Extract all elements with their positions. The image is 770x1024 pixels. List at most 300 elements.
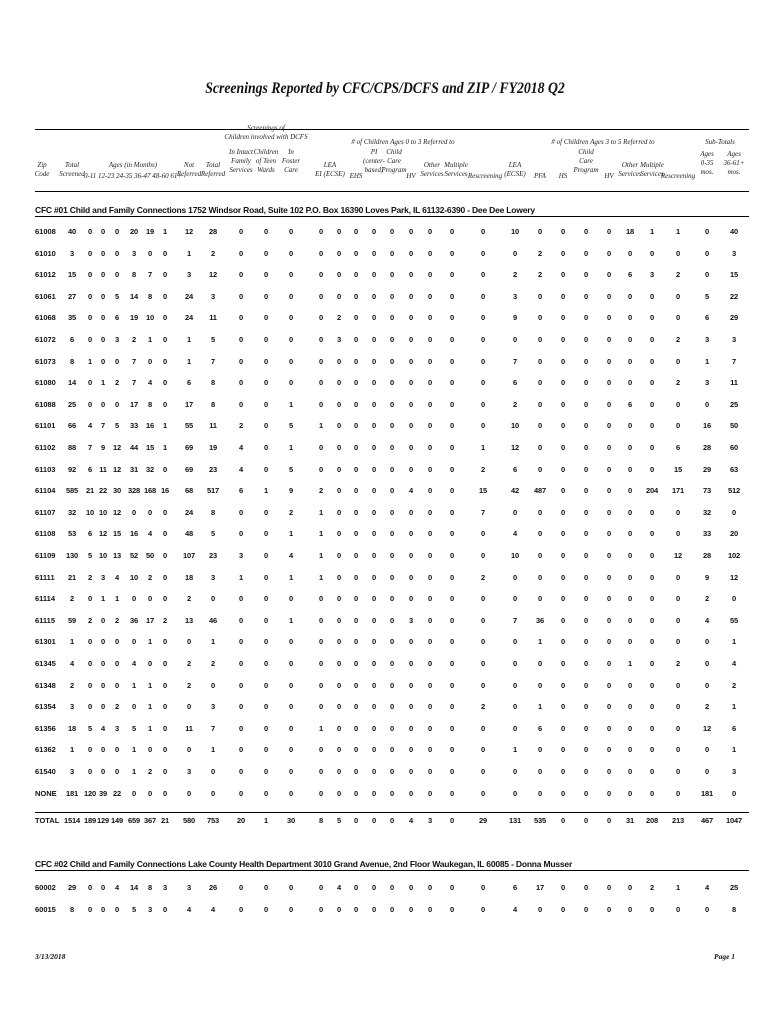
value-cell: 4	[337, 883, 341, 892]
value-cell: 181	[66, 788, 78, 798]
value-cell: 18	[68, 723, 76, 733]
value-cell: 0	[628, 551, 632, 560]
zip-cell: 61111	[35, 572, 55, 582]
value-cell: 0	[289, 680, 293, 690]
value-cell: 0	[372, 788, 376, 798]
value-cell: 6	[70, 335, 74, 344]
value-cell: 0	[390, 421, 394, 431]
value-cell: 0	[337, 680, 341, 690]
value-cell: 6	[513, 378, 517, 388]
value-cell: 1	[319, 723, 323, 733]
value-cell: 0	[319, 248, 323, 258]
value-cell: 0	[88, 637, 92, 647]
value-cell: 0	[163, 659, 167, 668]
value-cell: 129	[97, 816, 109, 826]
value-cell: 3	[115, 335, 119, 344]
value-cell: 0	[319, 464, 323, 474]
value-cell: 0	[607, 594, 611, 604]
value-cell: 2	[676, 335, 680, 344]
zip-cell: 61356	[35, 723, 56, 733]
value-cell: 535	[534, 816, 546, 826]
value-cell: 3	[163, 883, 167, 892]
value-cell: 2	[289, 507, 293, 517]
child-care-0-3-header-line: Care	[387, 157, 401, 165]
value-cell: 0	[239, 227, 243, 236]
value-cell: 0	[409, 551, 413, 560]
value-cell: 0	[372, 443, 376, 452]
value-cell: 0	[676, 788, 680, 798]
value-cell: 12	[703, 723, 711, 733]
value-cell: 0	[337, 723, 341, 733]
value-cell: 0	[428, 745, 432, 755]
value-cell: 0	[337, 421, 341, 431]
lea-ecse-header-line: LEA	[508, 161, 522, 169]
multiple-services-3-5-header-line: Multiple	[640, 161, 664, 169]
value-cell: 0	[561, 904, 565, 914]
footer-date: 3/13/2018	[35, 952, 66, 961]
value-cell: 0	[88, 702, 92, 712]
value-cell: 1	[289, 443, 293, 452]
zip-cell: 61362	[35, 745, 56, 755]
value-cell: 0	[561, 637, 565, 647]
value-cell: 1	[732, 637, 736, 647]
ages-36-61-header	[723, 150, 744, 177]
value-cell: 0	[676, 248, 680, 258]
value-cell: 5	[289, 464, 293, 474]
value-cell: 3	[428, 816, 432, 826]
multiple-services-3-5-header-line: Services	[640, 170, 664, 178]
table-row	[0, 465, 770, 479]
hv-3-5-header	[604, 172, 613, 181]
value-cell: 0	[561, 291, 565, 301]
multiple-services-0-3-header	[444, 161, 468, 179]
value-cell: 11	[99, 464, 107, 474]
value-cell: 0	[538, 788, 542, 798]
intact-family-header	[229, 148, 253, 175]
value-cell: 189	[84, 816, 96, 826]
value-cell: 0	[354, 313, 358, 323]
value-cell: 1	[319, 421, 323, 431]
value-cell: 4	[115, 572, 119, 582]
value-cell: 0	[264, 723, 268, 733]
value-cell: 0	[390, 637, 394, 647]
value-cell: 2	[481, 464, 485, 474]
zip-cell: 61115	[35, 615, 56, 625]
value-cell: 0	[607, 486, 611, 496]
value-cell: 0	[88, 659, 92, 668]
value-cell: 6	[115, 313, 119, 323]
value-cell: 3	[650, 270, 654, 280]
value-cell: 0	[481, 313, 485, 323]
value-cell: 4	[148, 378, 152, 388]
value-cell: 0	[650, 615, 654, 625]
value-cell: 0	[607, 335, 611, 344]
value-cell: 0	[650, 399, 654, 409]
value-cell: 0	[372, 270, 376, 280]
value-cell: 0	[513, 572, 517, 582]
value-cell: 0	[538, 745, 542, 755]
value-cell: 0	[101, 248, 105, 258]
value-cell: 2	[513, 399, 517, 409]
value-cell: 0	[584, 883, 588, 892]
intact-family-header-line: Services	[229, 166, 253, 174]
zip-cell: 61109	[35, 551, 56, 560]
value-cell: 0	[561, 551, 565, 560]
value-cell: 0	[628, 745, 632, 755]
value-cell: 1	[211, 745, 215, 755]
value-cell: 46	[209, 615, 217, 625]
value-cell: 0	[264, 788, 268, 798]
table-row	[0, 745, 770, 759]
value-cell: 0	[584, 745, 588, 755]
value-cell: 0	[676, 680, 680, 690]
value-cell: 19	[130, 313, 138, 323]
value-cell: 0	[372, 723, 376, 733]
value-cell: 13	[113, 551, 121, 560]
value-cell: 92	[68, 464, 76, 474]
child-care-0-3-header-line: Child	[386, 148, 402, 156]
value-cell: 0	[628, 464, 632, 474]
total-row	[0, 816, 770, 830]
value-cell: 0	[650, 702, 654, 712]
hv-3-5-header-line: HV	[604, 172, 614, 180]
value-cell: 2	[676, 378, 680, 388]
value-cell: 0	[148, 788, 152, 798]
rescreening-0-3-header	[468, 172, 502, 181]
value-cell: 0	[650, 421, 654, 431]
foster-care-header-line: Care	[284, 166, 298, 174]
value-cell: 0	[584, 723, 588, 733]
value-cell: 0	[584, 227, 588, 236]
value-cell: 2	[88, 615, 92, 625]
value-cell: 5	[132, 723, 136, 733]
value-cell: 0	[372, 883, 376, 892]
value-cell: 0	[319, 615, 323, 625]
value-cell: 585	[66, 486, 78, 496]
value-cell: 0	[428, 313, 432, 323]
value-cell: 40	[68, 227, 76, 236]
value-cell: 0	[163, 270, 167, 280]
value-cell: 0	[561, 723, 565, 733]
value-cell: 16	[130, 529, 138, 539]
value-cell: 4	[101, 723, 105, 733]
value-cell: 0	[163, 767, 167, 776]
value-cell: 0	[211, 680, 215, 690]
value-cell: 0	[409, 291, 413, 301]
value-cell: 0	[163, 313, 167, 323]
value-cell: 0	[584, 904, 588, 914]
value-cell: 0	[450, 723, 454, 733]
value-cell: 0	[390, 335, 394, 344]
value-cell: 0	[481, 659, 485, 668]
value-cell: 0	[239, 745, 243, 755]
value-cell: 0	[239, 788, 243, 798]
value-cell: 0	[561, 270, 565, 280]
value-cell: 0	[676, 745, 680, 755]
value-cell: 5	[115, 421, 119, 431]
value-cell: 0	[628, 637, 632, 647]
value-cell: 0	[428, 529, 432, 539]
value-cell: 0	[390, 313, 394, 323]
value-cell: 6	[88, 529, 92, 539]
table-row	[0, 313, 770, 327]
hs-header-line: HS	[558, 172, 568, 180]
value-cell: 0	[354, 378, 358, 388]
value-cell: 0	[372, 227, 376, 236]
value-cell: 73	[703, 486, 711, 496]
value-cell: 0	[163, 637, 167, 647]
zip-cell: 61104	[35, 486, 56, 496]
value-cell: 0	[101, 659, 105, 668]
value-cell: 0	[187, 637, 191, 647]
value-cell: 18	[185, 572, 193, 582]
value-cell: 0	[163, 702, 167, 712]
value-cell: 0	[450, 529, 454, 539]
value-cell: 0	[337, 904, 341, 914]
value-cell: 8	[132, 270, 136, 280]
value-cell: 0	[148, 594, 152, 604]
zip-cell: 61072	[35, 335, 56, 344]
value-cell: 0	[115, 227, 119, 236]
value-cell: 0	[289, 702, 293, 712]
value-cell: 0	[538, 594, 542, 604]
value-cell: 11	[209, 421, 217, 431]
value-cell: 20	[237, 816, 245, 826]
value-cell: 8	[211, 507, 215, 517]
value-cell: 0	[650, 745, 654, 755]
value-cell: 0	[289, 637, 293, 647]
value-cell: 0	[88, 904, 92, 914]
value-cell: 0	[390, 883, 394, 892]
value-cell: 0	[584, 291, 588, 301]
value-cell: 0	[239, 883, 243, 892]
value-cell: 32	[703, 507, 711, 517]
value-cell: 0	[239, 702, 243, 712]
value-cell: 487	[534, 486, 546, 496]
value-cell: 6	[187, 378, 191, 388]
value-cell: 0	[538, 464, 542, 474]
value-cell: 0	[650, 335, 654, 344]
value-cell: 181	[701, 788, 713, 798]
zip-cell: 61301	[35, 637, 56, 647]
value-cell: 0	[428, 615, 432, 625]
value-cell: 0	[264, 615, 268, 625]
value-cell: 512	[728, 486, 740, 496]
value-cell: 0	[481, 551, 485, 560]
value-cell: 0	[607, 680, 611, 690]
value-cell: 0	[390, 227, 394, 236]
involved-dcfs-header	[224, 124, 307, 142]
value-cell: 1	[148, 680, 152, 690]
table-row	[0, 529, 770, 543]
value-cell: 0	[450, 637, 454, 647]
value-cell: 0	[607, 615, 611, 625]
value-cell: 0	[513, 788, 517, 798]
value-cell: 0	[628, 248, 632, 258]
value-cell: 6	[538, 723, 542, 733]
value-cell: 0	[239, 659, 243, 668]
value-cell: 10	[511, 551, 519, 560]
value-cell: 0	[513, 594, 517, 604]
total-screened-header	[59, 161, 84, 179]
value-cell: 0	[239, 399, 243, 409]
value-cell: 0	[676, 767, 680, 776]
value-cell: 0	[650, 291, 654, 301]
value-cell: 22	[113, 788, 121, 798]
value-cell: 7	[513, 615, 517, 625]
other-services-3-5-header-line: Services	[618, 170, 642, 178]
value-cell: 0	[607, 356, 611, 366]
value-cell: 0	[289, 745, 293, 755]
value-cell: 0	[428, 270, 432, 280]
value-cell: 0	[372, 702, 376, 712]
value-cell: 4	[115, 883, 119, 892]
value-cell: 0	[428, 883, 432, 892]
value-cell: 0	[481, 883, 485, 892]
value-cell: 0	[450, 378, 454, 388]
value-cell: 15	[146, 443, 154, 452]
value-cell: 0	[239, 529, 243, 539]
value-cell: 0	[607, 745, 611, 755]
value-cell: 69	[185, 464, 193, 474]
table-row	[0, 249, 770, 263]
value-cell: 0	[732, 507, 736, 517]
value-cell: 0	[289, 904, 293, 914]
value-cell: 31	[626, 816, 634, 826]
value-cell: 0	[584, 594, 588, 604]
pi-header-line: based)	[364, 166, 384, 174]
value-cell: 12	[511, 443, 519, 452]
value-cell: 4	[705, 883, 709, 892]
ages-3-5-group-header-line: # of Children Ages 3 to 5 Referred to	[551, 138, 655, 146]
value-cell: 2	[538, 248, 542, 258]
pi-header-line: (center-	[362, 157, 386, 165]
table-row	[0, 681, 770, 695]
value-cell: 0	[628, 378, 632, 388]
value-cell: 0	[561, 702, 565, 712]
value-cell: 9	[101, 443, 105, 452]
value-cell: 0	[390, 507, 394, 517]
value-cell: 15	[730, 270, 738, 280]
value-cell: 1	[148, 637, 152, 647]
value-cell: 0	[264, 883, 268, 892]
value-cell: 0	[584, 399, 588, 409]
value-cell: 29	[479, 816, 487, 826]
table-row	[0, 508, 770, 522]
value-cell: 0	[372, 486, 376, 496]
value-cell: 0	[428, 356, 432, 366]
value-cell: 1	[239, 572, 243, 582]
value-cell: 7	[132, 378, 136, 388]
value-cell: 23	[209, 551, 217, 560]
value-cell: 5	[115, 291, 119, 301]
value-cell: 11	[185, 723, 193, 733]
value-cell: 0	[428, 637, 432, 647]
value-cell: 0	[676, 356, 680, 366]
value-cell: 1	[101, 378, 105, 388]
lea-ei-header	[315, 161, 345, 179]
value-cell: 4	[239, 464, 243, 474]
value-cell: 0	[450, 291, 454, 301]
value-cell: 2	[88, 572, 92, 582]
value-cell: 0	[607, 248, 611, 258]
value-cell: 0	[264, 551, 268, 560]
value-cell: 0	[607, 767, 611, 776]
value-cell: 4	[409, 816, 413, 826]
value-cell: 0	[372, 904, 376, 914]
value-cell: 0	[561, 507, 565, 517]
children-wards-header-line: Children	[253, 148, 279, 156]
age-bands-header	[84, 172, 182, 181]
value-cell: 1	[732, 745, 736, 755]
value-cell: 0	[676, 572, 680, 582]
value-cell: 0	[264, 702, 268, 712]
value-cell: 0	[628, 313, 632, 323]
value-cell: 9	[513, 313, 517, 323]
value-cell: 0	[264, 399, 268, 409]
value-cell: 10	[511, 421, 519, 431]
value-cell: 18	[626, 227, 634, 236]
value-cell: 171	[672, 486, 684, 496]
value-cell: 0	[409, 659, 413, 668]
value-cell: 0	[450, 248, 454, 258]
value-cell: 0	[584, 637, 588, 647]
value-cell: 0	[705, 767, 709, 776]
value-cell: 0	[428, 767, 432, 776]
involved-dcfs-header-line: Screenings of	[247, 124, 285, 132]
value-cell: 0	[607, 659, 611, 668]
value-cell: 0	[628, 767, 632, 776]
value-cell: 0	[264, 227, 268, 236]
value-cell: 0	[132, 788, 136, 798]
table-row	[0, 335, 770, 349]
value-cell: 50	[146, 551, 154, 560]
value-cell: 4	[187, 904, 191, 914]
value-cell: 0	[607, 291, 611, 301]
value-cell: 0	[705, 227, 709, 236]
value-cell: 22	[99, 486, 107, 496]
value-cell: 44	[130, 443, 138, 452]
value-cell: 0	[264, 680, 268, 690]
value-cell: 0	[607, 816, 611, 826]
value-cell: 6	[676, 443, 680, 452]
value-cell: 0	[390, 291, 394, 301]
value-cell: 0	[289, 270, 293, 280]
zip-cell: NONE	[35, 788, 57, 798]
value-cell: 0	[390, 486, 394, 496]
value-cell: 0	[372, 507, 376, 517]
ages-36-61-header-line: 36-61+	[723, 159, 745, 167]
value-cell: 0	[354, 551, 358, 560]
value-cell: 0	[88, 291, 92, 301]
value-cell: 0	[428, 659, 432, 668]
value-cell: 0	[481, 248, 485, 258]
value-cell: 21	[161, 816, 169, 826]
value-cell: 0	[289, 788, 293, 798]
value-cell: 0	[319, 659, 323, 668]
value-cell: 0	[481, 378, 485, 388]
value-cell: 1	[628, 659, 632, 668]
rescreening-3-5-header	[661, 172, 695, 181]
value-cell: 3	[132, 248, 136, 258]
value-cell: 28	[703, 551, 711, 560]
value-cell: 0	[354, 529, 358, 539]
value-cell: 4	[732, 659, 736, 668]
value-cell: 0	[409, 335, 413, 344]
value-cell: 2	[705, 594, 709, 604]
header-bottom-rule	[35, 191, 749, 192]
child-care-3-5-header	[573, 148, 598, 175]
